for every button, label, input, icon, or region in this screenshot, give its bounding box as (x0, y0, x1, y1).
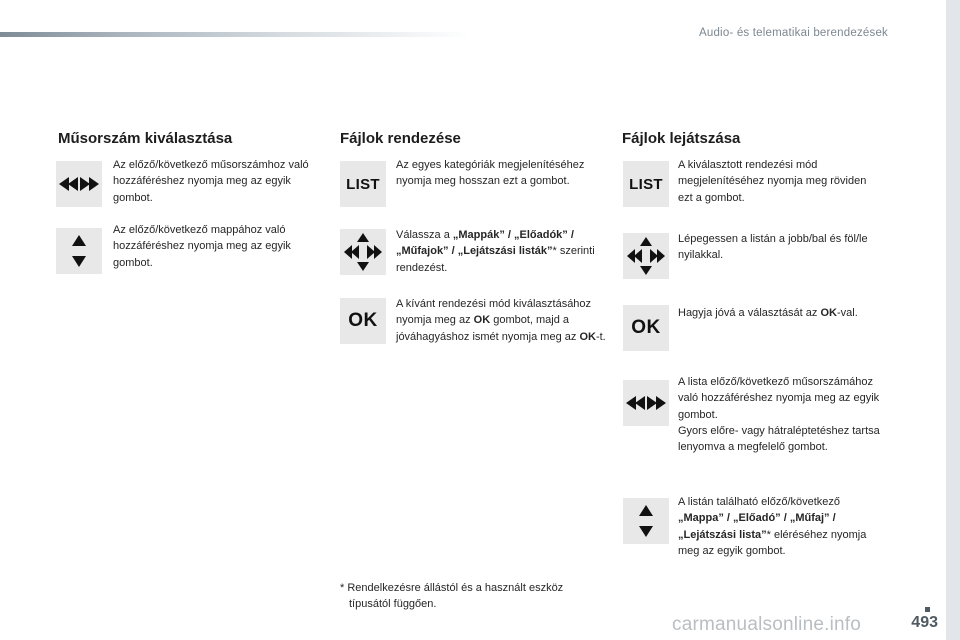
list-button-label: LIST (346, 175, 380, 193)
chapter-title: Audio- és telematikai berendezések (699, 27, 888, 39)
footnote (340, 580, 610, 613)
up-down-arrows-icon (56, 228, 102, 274)
footnote-line-1: Rendelkezésre állástól és a használt eszköz (347, 582, 564, 594)
skip-prev-next-icon (56, 161, 102, 207)
list-track-skip-description (678, 374, 893, 455)
footnote-star: * (340, 582, 345, 594)
ok-button-icon (340, 298, 386, 344)
sort-choice-categories: „Mappák” / „Előadók” / „Műfajok” / „Lejátszási listák” (396, 229, 574, 258)
sort-confirm-ok-1: OK (473, 314, 491, 327)
sort-confirm-text-start: A kívánt rendezési mód kiválasztásához nyomja meg az (396, 298, 592, 327)
page-edge-strip (946, 0, 960, 640)
folder-skip-description: Az előző/következő mappához való hozzáféréshez nyomja meg az egyik gombot. (113, 224, 291, 269)
category-skip-categories: „Mappa” / „Előadó” / „Műfaj” / „Lejátszási lista” (678, 512, 836, 541)
category-skip-text-start: A listán található előző/következő (678, 496, 841, 508)
watermark: carmanualsonline.info (672, 614, 862, 635)
list-long-press-description: Az egyes kategóriák megjelenítéséhez nyomja meg hosszan ezt a gombot. (396, 159, 585, 188)
up-down-arrows-icon (623, 498, 669, 544)
sort-choice-text-start: Válassza a (396, 229, 453, 241)
sort-confirm-text-end: -t. (595, 330, 606, 343)
page-marker (925, 607, 930, 612)
four-way-arrows-icon (340, 229, 386, 275)
header-accent-bar (0, 32, 470, 37)
sort-confirm-ok-2: OK (579, 330, 596, 343)
play-confirm-text-start: Hagyja jóvá a választását az (678, 307, 821, 319)
sort-confirm-description (396, 296, 606, 345)
play-confirm-text-end: -val. (836, 307, 858, 319)
sort-choice-text-end: * szerinti rendezést. (396, 245, 595, 274)
sort-confirm-text-mid: gombot, majd a jóváhagyáshoz ismét nyomja meg az (396, 314, 580, 343)
skip-prev-next-icon (623, 380, 669, 426)
list-button-icon (623, 161, 669, 207)
track-skip-description: Az előző/következő műsorszámhoz való hozzáféréshez nyomja meg az egyik gombot. (113, 159, 309, 204)
ok-button-label: OK (348, 310, 378, 331)
four-way-arrows-icon (623, 233, 669, 279)
fast-forward-text: Gyors előre- vagy hátraléptetéshez tartsa lenyomva a megfelelő gombot. (678, 424, 880, 454)
section-title-file-play: Fájlok lejátszása (622, 130, 741, 147)
list-navigate-description: Lépegessen a listán a jobb/bal és föl/le nyilakkal. (678, 233, 868, 262)
category-skip-text-end: * eléréséhez nyomja meg az egyik gombot. (678, 528, 867, 557)
list-category-skip-description (678, 494, 888, 559)
list-button-label: LIST (629, 175, 663, 193)
play-confirm-description (678, 305, 893, 321)
list-short-press-description: A kiválasztott rendezési mód megjelenítéséhez nyomja meg röviden ezt a gombot. (678, 159, 867, 204)
footnote-line-2: típusától függően. (349, 598, 437, 611)
section-title-track-select: Műsorszám kiválasztása (58, 130, 233, 147)
sort-choice-description (396, 227, 606, 276)
list-button-icon (340, 161, 386, 207)
page-number: 493 (911, 614, 938, 631)
ok-button-label: OK (631, 317, 661, 338)
play-confirm-ok: OK (820, 307, 837, 319)
ok-button-icon (623, 305, 669, 351)
list-track-skip-text: A lista előző/következő műsorszámához való hozzáféréshez nyomja meg az egyik gombot. (678, 376, 880, 421)
section-title-file-sort: Fájlok rendezése (340, 130, 461, 147)
